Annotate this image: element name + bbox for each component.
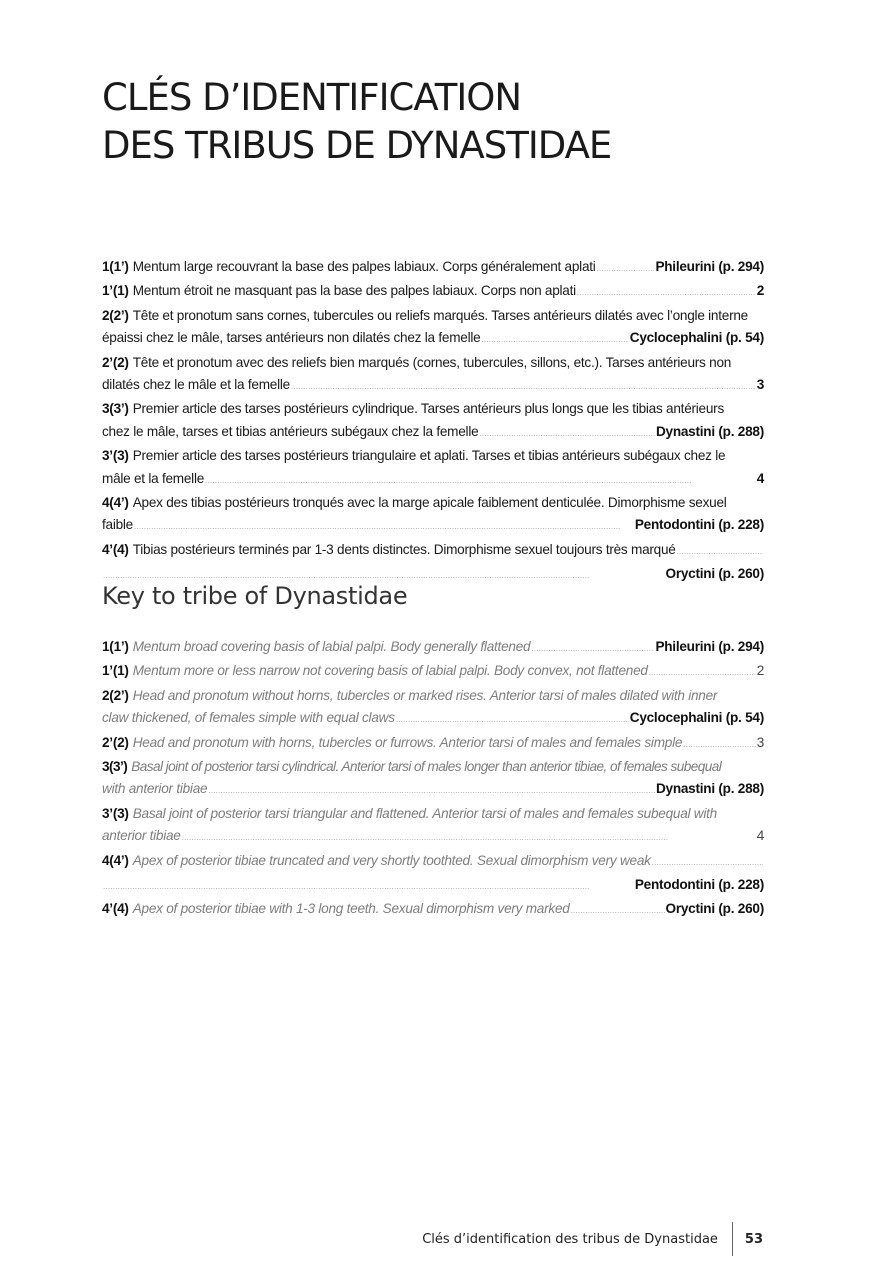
couplet-number: 3(3’): [102, 401, 129, 417]
leader-dots: [208, 778, 655, 802]
key-entry: [102, 756, 764, 803]
key-entry: [102, 352, 764, 399]
key-entry: [102, 850, 764, 899]
section-heading: Key to tribe of Dynastidae: [102, 582, 408, 610]
key-entry: [102, 898, 764, 922]
couplet-number: 2(2’): [102, 307, 129, 323]
couplet-text-continued: chez le mâle, tarses et tibias antérieurs subégaux chez la femelle: [102, 423, 479, 439]
couplet-text: Apex des tibias postérieurs tronqués avec la marge apicale faiblement denticulée. Dimorphisme sexuel: [132, 495, 727, 511]
couplet-number: 2’(2): [102, 354, 129, 370]
key-entry: [102, 445, 764, 492]
couplet-result: 4: [756, 470, 764, 486]
leader-dots: [652, 850, 763, 874]
couplet-text: Mentum large recouvrant la base des palpes labiaux. Corps généralement aplati: [132, 259, 596, 274]
couplet-result: 3: [756, 377, 764, 393]
couplet-result: Oryctini (p. 260): [665, 566, 764, 582]
couplet-text: Apex of posterior tibiae with 1-3 long teeth. Sexual dimorphism very marked: [132, 901, 570, 917]
leader-dots: [481, 327, 628, 351]
page-footer: [422, 1222, 763, 1256]
key-entry: [102, 803, 764, 850]
couplet-text: Premier article des tarses postérieurs triangulaire et aplati. Tarses et tibias antérieurs subégaux chez le: [132, 448, 726, 464]
couplet-text: Tibias postérieurs terminés par 1-3 dents distinctes. Dimorphisme sexuel toujours très marqué: [132, 541, 676, 557]
couplet-text-continued: faible: [102, 517, 133, 533]
leader-dots: [291, 374, 756, 398]
couplet-number: 4(4’): [102, 495, 129, 511]
leader-dots: [683, 732, 756, 756]
couplet-number: 4(4’): [102, 852, 129, 868]
couplet-number: 1(1’): [102, 639, 129, 654]
couplet-number: 4’(4): [102, 901, 129, 917]
key-entry: [102, 685, 764, 732]
leader-dots: [134, 514, 634, 538]
key-entry: [102, 305, 764, 352]
leader-dots: [531, 636, 654, 660]
key-entry: [102, 660, 764, 684]
couplet-text: Tête et pronotum sans cornes, tubercules ou reliefs marqués. Tarses antérieurs dilatés avec l’ongle interne: [132, 307, 748, 323]
leader-dots: [479, 421, 655, 445]
page-title-line-1: CLÉS D’IDENTIFICATION: [102, 76, 522, 119]
couplet-text-continued: épaissi chez le mâle, tarses antérieurs non dilatés chez la femelle: [102, 330, 481, 346]
couplet-number: 3’(3): [102, 448, 129, 464]
couplet-number: 2’(2): [102, 734, 129, 750]
couplet-text-continued: claw thickened, of females simple with equal claws: [102, 710, 395, 726]
running-title: Clés d’identification des tribus de Dynastidae: [422, 1231, 718, 1247]
leader-dots: [182, 825, 756, 849]
couplet-text: Head and pronotum without horns, tubercles or marked rises. Anterior tarsi of males dilated with inner: [132, 687, 718, 703]
couplet-result: 2: [756, 283, 764, 299]
couplet-result: 2: [756, 663, 764, 679]
couplet-number: 1(1’): [102, 259, 129, 274]
couplet-text: Tête et pronotum avec des reliefs bien marqués (cornes, tubercules, sillons, etc.). Tarses antérieurs non: [132, 354, 732, 370]
page-title: [102, 74, 611, 170]
english-identification-key: [102, 636, 764, 923]
couplet-number: 3(3’): [102, 759, 128, 775]
couplet-result: 4: [756, 828, 764, 844]
leader-dots: [571, 898, 665, 922]
couplet-number: 1’(1): [102, 663, 129, 679]
couplet-text-continued: anterior tibiae: [102, 828, 181, 844]
page-number: 53: [744, 1231, 763, 1247]
couplet-text: Premier article des tarses postérieurs cylindrique. Tarses antérieurs plus longs que les tibias antérieurs: [132, 401, 725, 417]
leader-dots: [396, 707, 629, 731]
leader-dots: [103, 874, 634, 898]
couplet-number: 2(2’): [102, 687, 129, 703]
key-entry: [102, 280, 764, 304]
couplet-result: 3: [756, 734, 764, 750]
couplet-text: Head and pronotum with horns, tubercles or furrows. Anterior tarsi of males and females simple: [132, 734, 683, 750]
key-entry: [102, 636, 764, 660]
footer-divider: [732, 1222, 733, 1256]
couplet-result: Phileurini (p. 294): [655, 639, 764, 654]
couplet-text-continued: dilatés chez le mâle et la femelle: [102, 377, 290, 393]
leader-dots: [577, 280, 756, 304]
couplet-result: Pentodontini (p. 228): [634, 517, 764, 533]
couplet-result: Pentodontini (p. 228): [634, 877, 764, 893]
couplet-text: Mentum étroit ne masquant pas la base des palpes labiaux. Corps non aplati: [132, 283, 576, 299]
couplet-text-continued: with anterior tibiae: [102, 781, 208, 797]
key-entry: [102, 398, 764, 445]
leader-dots: [597, 256, 655, 280]
page-title-line-2: DES TRIBUS DE DYNASTIDAE: [102, 124, 612, 167]
key-entry: [102, 732, 764, 756]
key-entry: [102, 539, 764, 588]
key-entry: [102, 256, 764, 280]
leader-dots: [649, 660, 756, 684]
couplet-result: Oryctini (p. 260): [665, 901, 764, 917]
couplet-result: Phileurini (p. 294): [655, 259, 764, 274]
couplet-text: Apex of posterior tibiae truncated and very shortly toothted. Sexual dimorphism very weak: [132, 852, 651, 868]
leader-dots: [205, 468, 756, 492]
couplet-number: 3’(3): [102, 805, 129, 821]
couplet-result: Cyclocephalini (p. 54): [629, 330, 764, 346]
couplet-text: Mentum broad covering basis of labial palpi. Body generally flattened: [132, 639, 531, 654]
leader-dots: [677, 539, 763, 563]
couplet-text: Basal joint of posterior tarsi triangular and flattened. Anterior tarsi of males and females subequal with: [132, 805, 717, 821]
couplet-number: 1’(1): [102, 283, 129, 299]
couplet-text-continued: mâle et la femelle: [102, 470, 205, 486]
key-entry: [102, 492, 764, 539]
couplet-result: Cyclocephalini (p. 54): [629, 710, 764, 726]
couplet-text: Mentum more or less narrow not covering basis of labial palpi. Body convex, not flattened: [132, 663, 648, 679]
couplet-text: Basal joint of posterior tarsi cylindrical. Anterior tarsi of males longer than anterior tibiae, of females subequal: [131, 759, 722, 775]
french-identification-key: [102, 256, 764, 588]
couplet-result: Dynastini (p. 288): [655, 781, 764, 797]
couplet-number: 4’(4): [102, 541, 129, 557]
couplet-result: Dynastini (p. 288): [655, 423, 764, 439]
